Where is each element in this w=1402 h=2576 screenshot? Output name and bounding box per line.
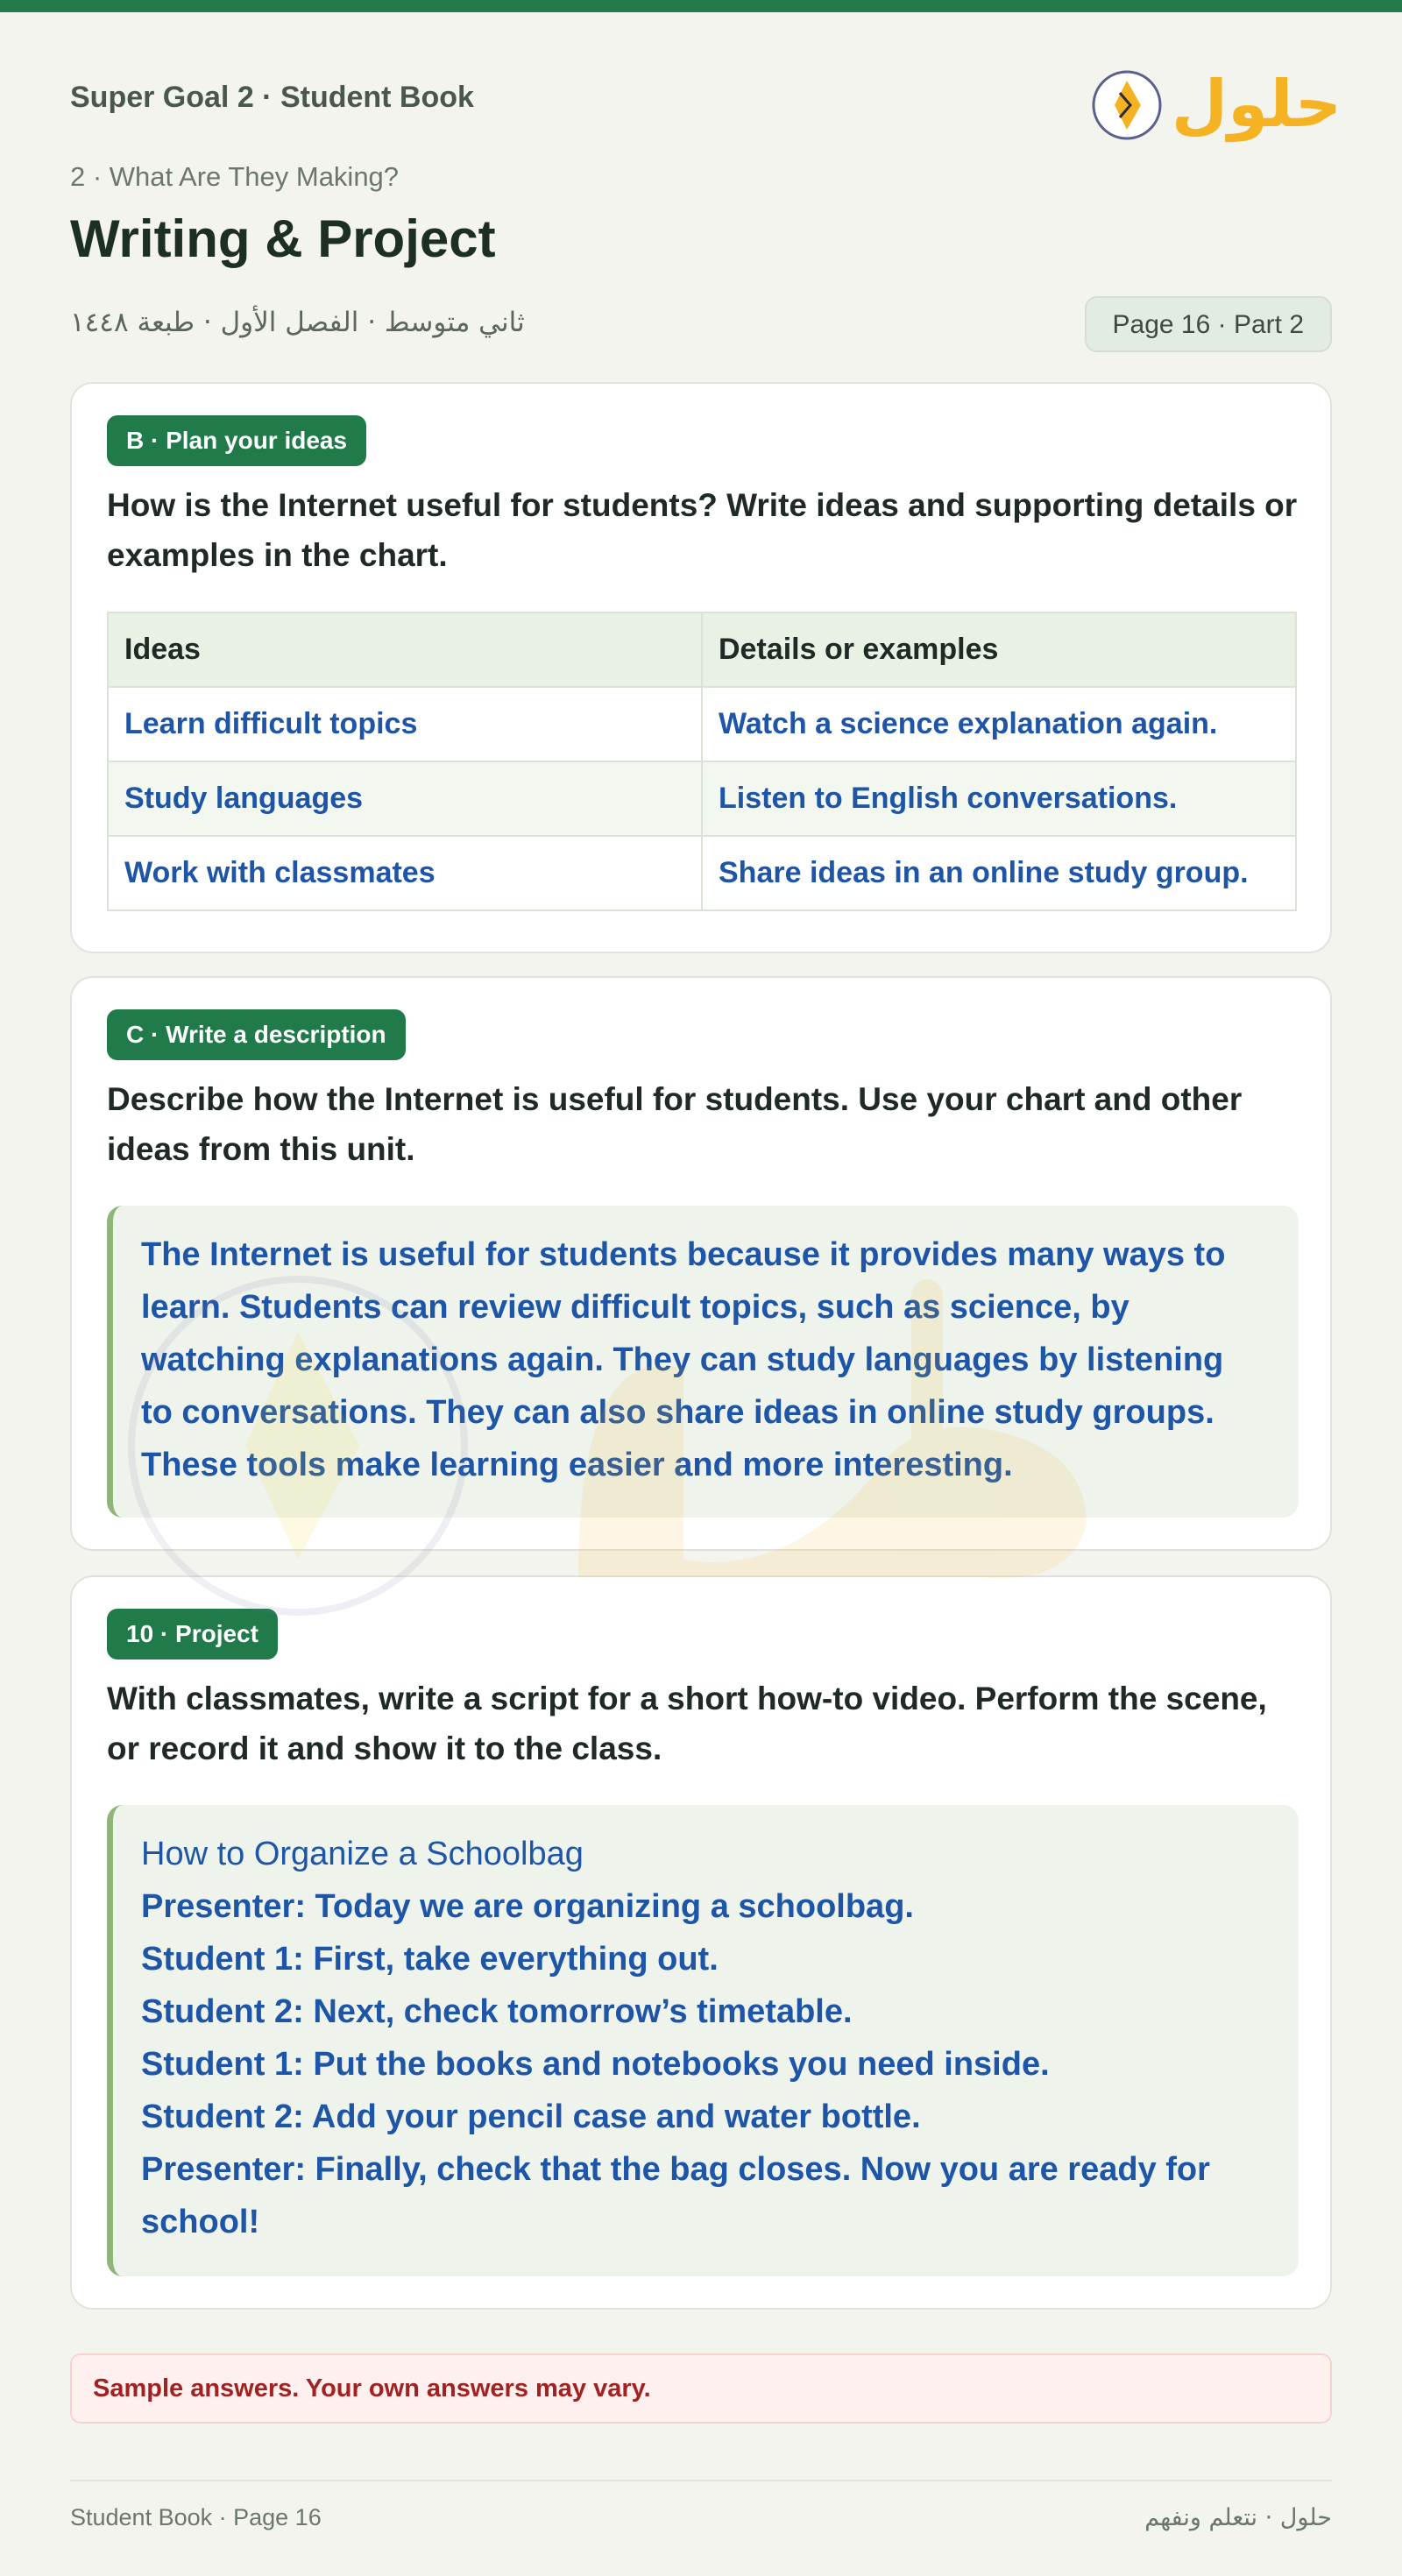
- chart-header-ideas: Ideas: [108, 612, 702, 687]
- project-badge: 10 · Project: [107, 1609, 278, 1660]
- halol-logo: [1090, 54, 1342, 151]
- footer-left: Student Book · Page 16: [70, 2504, 322, 2530]
- table-cell: Study languages: [108, 761, 702, 836]
- table-cell: Share ideas in an online study group.: [702, 836, 1296, 910]
- section-c-prompt: Describe how the Internet is useful for students. Use your chart and other ideas from this unit.: [107, 1081, 1243, 1167]
- table-row: [108, 836, 1296, 910]
- top-accent-bar: [0, 0, 1402, 12]
- section-b-badge: B · Plan your ideas: [107, 415, 366, 466]
- table-cell: Listen to English conversations.: [702, 761, 1296, 836]
- section-c-badge: C · Write a description: [107, 1009, 406, 1060]
- project-script: [107, 1805, 1299, 2276]
- table-row: [108, 761, 1296, 836]
- grade-subline: ثاني متوسط · الفصل الأول · طبعة ١٤٤٨: [70, 307, 525, 338]
- chart-header-details: Details or examples: [702, 612, 1296, 687]
- table-row: [108, 687, 1296, 761]
- page-badge: Page 16 · Part 2: [1085, 296, 1332, 352]
- script-line: Student 1: First, take everything out.: [141, 1941, 719, 1978]
- script-line: Student 2: Next, check tomorrow’s timetable.: [141, 1993, 853, 2030]
- script-line: Student 1: Put the books and notebooks you need inside.: [141, 2046, 1050, 2083]
- script-line: Presenter: Finally, check that the bag closes. Now you are ready for school!: [141, 2151, 1210, 2240]
- sample-answers-note: Sample answers. Your own answers may vary.: [70, 2353, 1332, 2424]
- description-answer: The Internet is useful for students because it provides many ways to learn. Students can review difficult topics, such as science, by watching explanations again. They can study languages by listening to conversations. They can also share ideas in online study groups. These tools make learning easier and more interesting.: [107, 1206, 1299, 1518]
- chart-header-row: [108, 612, 1296, 687]
- section-b-card: [70, 382, 1332, 953]
- footer-divider: [70, 2480, 1332, 2481]
- section-c-card: [70, 976, 1332, 1551]
- script-line: Student 2: Add your pencil case and water bottle.: [141, 2098, 921, 2135]
- footer-right: حلول · نتعلم ونفهم: [1144, 2504, 1332, 2531]
- script-title: How to Organize a Schoolbag: [141, 1836, 584, 1872]
- script-line: Presenter: Today we are organizing a schoolbag.: [141, 1888, 914, 1925]
- book-title: Super Goal 2 · Student Book: [70, 81, 474, 114]
- project-prompt: With classmates, write a script for a short how-to video. Perform the scene, or record it and show it to the class.: [107, 1681, 1267, 1766]
- ideas-chart: [107, 612, 1297, 911]
- table-cell: Work with classmates: [108, 836, 702, 910]
- project-card: [70, 1575, 1332, 2310]
- section-b-prompt: How is the Internet useful for students? Write ideas and supporting details or examples in the chart.: [107, 487, 1298, 573]
- table-cell: Learn difficult topics: [108, 687, 702, 761]
- table-cell: Watch a science explanation again.: [702, 687, 1296, 761]
- logo-text: حلول: [1171, 67, 1342, 142]
- page-title: Writing & Project: [70, 209, 496, 268]
- unit-label: 2 · What Are They Making?: [70, 161, 400, 192]
